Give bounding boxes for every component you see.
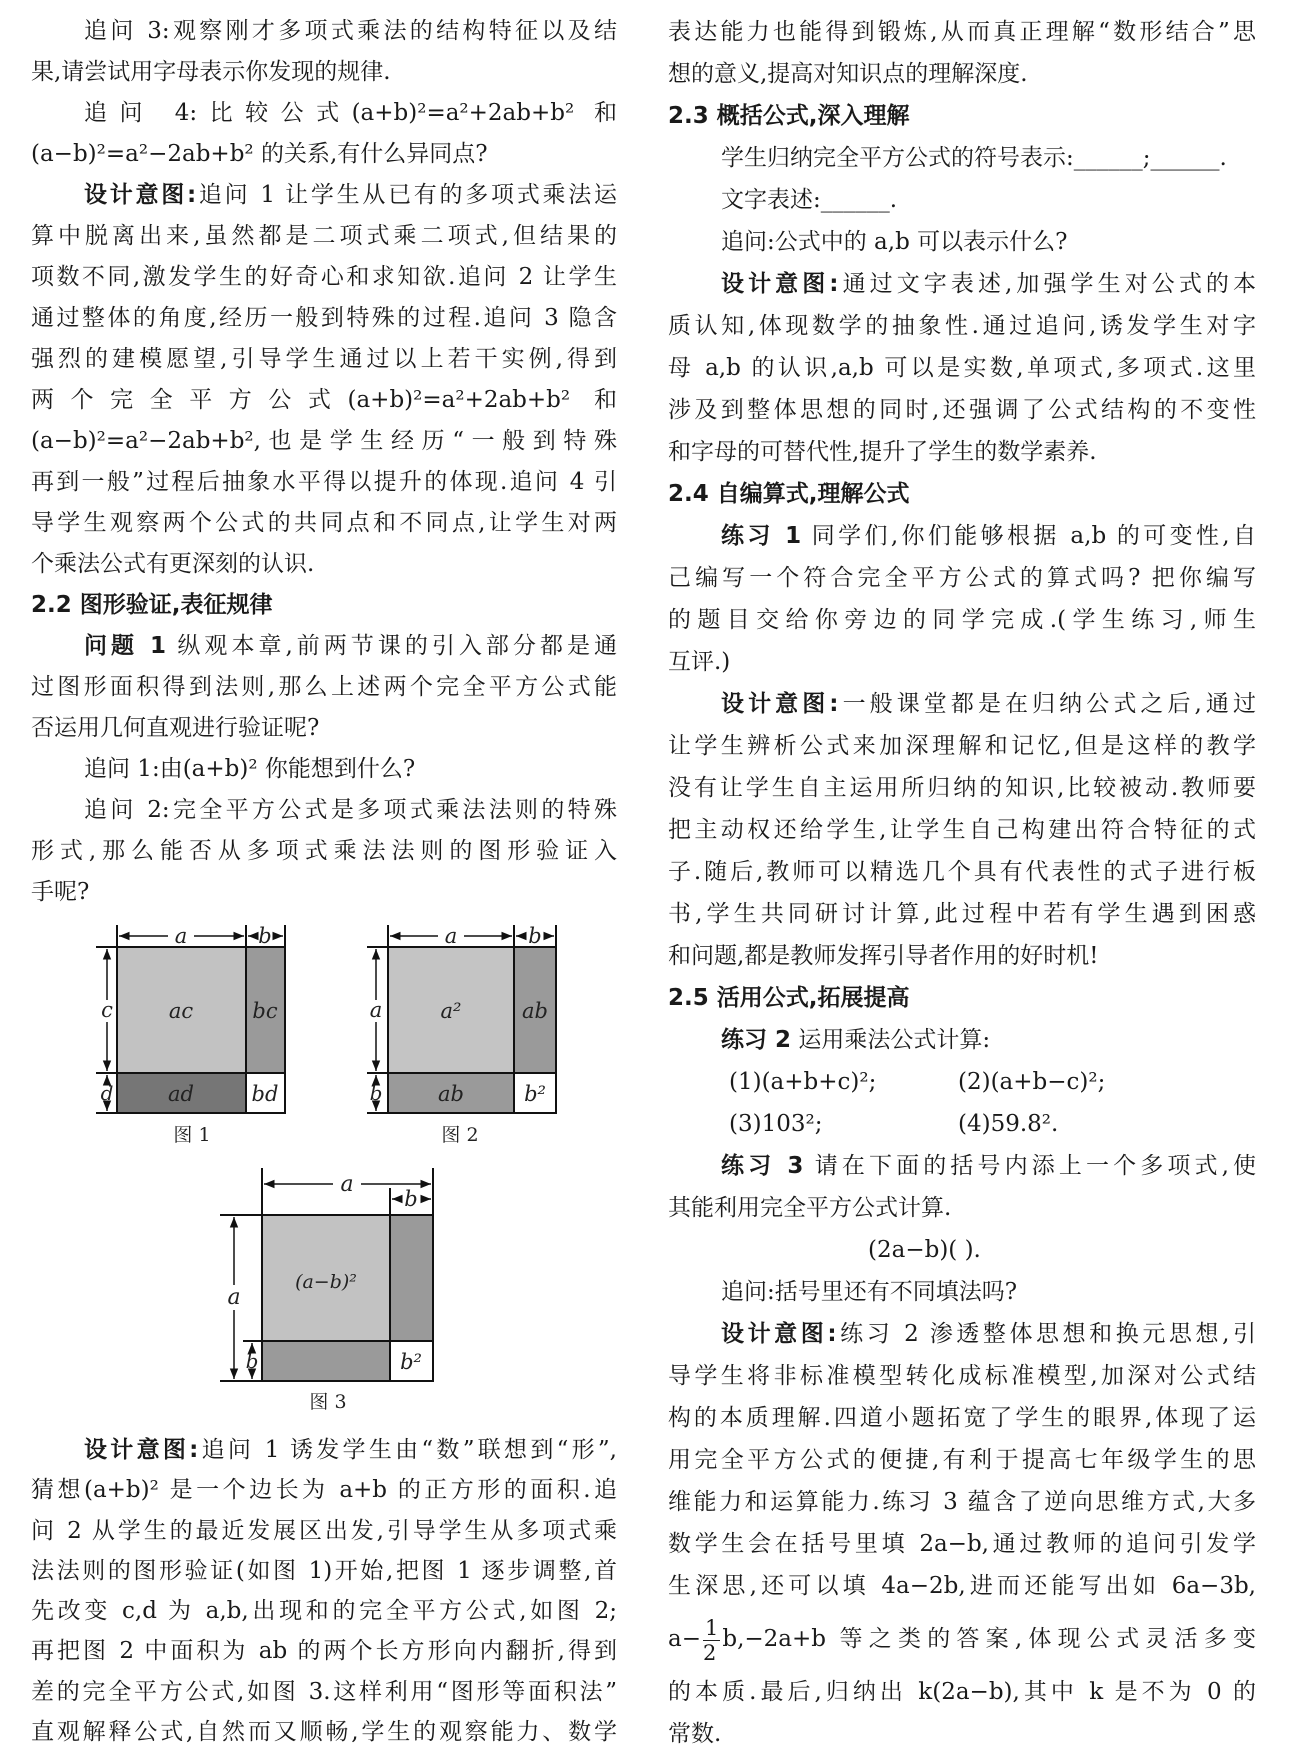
line-text: 追问 1 诱发学生由“数”联想到“形”, (198, 1437, 617, 1463)
bold-lead-label: 练习 3 (721, 1153, 804, 1179)
bold-lead-label: 设计意图: (84, 182, 197, 208)
fig1-label-top-b: b (258, 924, 272, 948)
strip-right (390, 1215, 433, 1341)
fig3-cell-amb2-label: (a−b)² (295, 1271, 357, 1293)
line-text: 想的意义,提高对知识点的理解深度. (668, 61, 1028, 87)
exercise-item: (4)59.8². (958, 1111, 1059, 1137)
fig3-label-top-a: a (340, 1172, 354, 1197)
fig3-cell-b2-label: b² (400, 1350, 422, 1374)
line-text: 通过文字表述,加强学生对公式的本 (838, 271, 1256, 297)
line-text: 差的完全平方公式,如图 3.这样利用“图形等面积法” (31, 1678, 617, 1705)
line-text: 导学生将非标准模型转化成标准模型,加深对公式结 (668, 1363, 1256, 1389)
line-text: 追问 1 让学生从已有的多项式乘法运 (196, 182, 617, 208)
line-text: 追问:公式中的 a,b 可以表示什么? (721, 229, 1068, 255)
line-text: 互评.) (668, 649, 731, 675)
line-text: 让学生辨析公式来加深理解和记忆,但是这样的教学 (668, 733, 1256, 759)
line-text: 数学生会在括号里填 2a−b,通过教师的追问引发学 (668, 1531, 1256, 1557)
line-text: 学生归纳完全平方公式的符号表示:______;______. (721, 145, 1227, 171)
bold-lead-label: 设计意图: (84, 1437, 199, 1463)
fig2-label-side-a: a (369, 998, 383, 1022)
section-heading: 2.4 自编算式,理解公式 (668, 481, 910, 507)
line-text: 其能利用完全平方公式计算. (668, 1195, 952, 1221)
line-text: 追问 2:完全平方公式是多项式乘法法则的特殊 (84, 797, 617, 823)
line-text: 项数不同,激发学生的好奇心和求知欲.追问 2 让学生 (31, 264, 617, 290)
expr-suffix: b,−2a+b 等之类的答案,体现公式灵活多变 (722, 1626, 1256, 1652)
line-text: 两个完全平方公式(a+b)²=a²+2ab+b² 和 (31, 387, 617, 413)
line-text: 维能力和运算能力.练习 3 蕴含了逆向思维方式,大多 (668, 1489, 1256, 1515)
fig1-cell-ad-label: ad (168, 1082, 194, 1106)
exercise-item: (3)103²; (729, 1111, 823, 1137)
fig2-label-top-a: a (444, 924, 458, 948)
section-heading: 2.2 图形验证,表征规律 (31, 592, 273, 618)
fraction-denominator: 2 (702, 1640, 717, 1665)
line-text: 用完全平方公式的便捷,有利于提高七年级学生的思 (668, 1447, 1256, 1473)
bold-lead-label: 问题 1 (84, 633, 167, 659)
line-text: 直观解释公式,自然而又顺畅,学生的观察能力、数学 (31, 1719, 617, 1746)
line-text: 再到一般”过程后抽象水平得以提升的体现.追问 4 引 (31, 469, 617, 495)
line-text: 常数. (668, 1721, 722, 1747)
line-text: 过图形面积得到法则,那么上述两个完全平方公式能 (31, 674, 617, 700)
line-text: 形式,那么能否从多项式乘法法则的图形验证入 (31, 838, 617, 864)
fig3-label-top-b: b (404, 1187, 418, 1211)
section-heading: 2.3 概括公式,深入理解 (668, 103, 910, 129)
line-text: 手呢? (31, 879, 90, 905)
line-text: 书,学生共同研讨计算,此过程中若有学生遇到困惑 (668, 901, 1256, 927)
line-text: 果,请尝试用字母表示你发现的规律. (31, 59, 391, 85)
line-text: 和字母的可替代性,提升了学生的数学素养. (668, 439, 1097, 465)
line-text: (a−b)²=a²−2ab+b² 的关系,有什么异同点? (31, 141, 488, 167)
line-text: 纵观本章,前两节课的引入部分都是通 (166, 633, 618, 659)
fig2-cell-b2-label: b² (524, 1082, 546, 1106)
fig3-label-side-b: b (245, 1349, 259, 1373)
fig1-caption: 图 1 (173, 1124, 211, 1146)
line-text: 先改变 c,d 为 a,b,出现和的完全平方公式,如图 2; (31, 1598, 617, 1625)
line-text: 涉及到整体思想的同时,还强调了公式结构的不变性 (668, 397, 1256, 423)
line-text: 一般课堂都是在归纳公式之后,通过 (838, 691, 1256, 717)
fill-in-expression: (2a−b)( ). (868, 1237, 981, 1263)
line-text: 通过整体的角度,经历一般到特殊的过程.追问 3 隐含 (31, 305, 617, 331)
fig3-caption: 图 3 (309, 1391, 347, 1413)
bold-lead-label: 设计意图: (721, 691, 839, 717)
exercise-item: (1)(a+b+c)²; (729, 1069, 877, 1095)
line-text: 表达能力也能得到锻炼,从而真正理解“数形结合”思 (668, 19, 1256, 45)
bold-lead-label: 练习 1 (721, 523, 802, 549)
fig2-label-top-b: b (528, 924, 542, 948)
fig1-cell-ac-label: ac (168, 999, 194, 1023)
fig1-cell-bc-label: bc (252, 999, 278, 1023)
fraction-numerator: 1 (704, 1615, 719, 1640)
line-text: 再把图 2 中面积为 ab 的两个长方形向内翻折,得到 (31, 1638, 617, 1665)
fig3-label-side-a: a (227, 1285, 241, 1310)
line-text: 追问 3:观察刚才多项式乘法的结构特征以及结 (84, 18, 617, 44)
fig1-label-top-a: a (174, 924, 188, 948)
bold-lead-label: 设计意图: (721, 271, 839, 297)
line-text: (a−b)²=a²−2ab+b²,也是学生经历“一般到特殊 (31, 428, 617, 454)
line-text: 个乘法公式有更深刻的认识. (31, 551, 315, 577)
line-text: 同学们,你们能够根据 a,b 的可变性,自 (801, 523, 1256, 549)
line-text: 质认知,体现数学的抽象性.通过追问,诱发学生对字 (668, 313, 1256, 339)
fig2-caption: 图 2 (441, 1124, 479, 1146)
bold-lead-label: 练习 2 (721, 1027, 792, 1053)
line-text: 把主动权还给学生,让学生自己构建出符合特征的式 (668, 817, 1256, 843)
line-text: 追问 1:由(a+b)² 你能想到什么? (84, 756, 416, 782)
line-text: 生深思,还可以填 4a−2b,进而还能写出如 6a−3b, (668, 1573, 1256, 1599)
line-text: 运用乘法公式计算: (791, 1027, 991, 1053)
expr-prefix: a− (668, 1626, 701, 1652)
line-text: 构的本质理解.四道小题拓宽了学生的眼界,体现了运 (668, 1405, 1256, 1431)
line-text: 子.随后,教师可以精选几个具有代表性的式子进行板 (668, 859, 1256, 885)
line-text: 追问:括号里还有不同填法吗? (721, 1279, 1018, 1305)
fig1-label-side-c: c (101, 998, 113, 1022)
line-text: 导学生观察两个公式的共同点和不同点,让学生对两 (31, 510, 617, 536)
strip-bottom (262, 1341, 390, 1381)
line-text: 己编写一个符合完全平方公式的算式吗? 把你编写 (668, 565, 1256, 591)
line-text: 否运用几何直观进行验证呢? (31, 715, 320, 741)
fig1-cell-bd-label: bd (251, 1082, 279, 1106)
line-text: 没有让学生自主运用所归纳的知识,比较被动.教师要 (668, 775, 1256, 801)
fig2-label-side-b: b (369, 1081, 383, 1105)
line-text: 的本质.最后,归纳出 k(2a−b),其中 k 是不为 0 的 (668, 1679, 1256, 1705)
line-text: 母 a,b 的认识,a,b 可以是实数,单项式,多项式.这里 (668, 355, 1256, 381)
fig1-label-side-d: d (100, 1081, 114, 1105)
exercise-item: (2)(a+b−c)²; (958, 1069, 1106, 1095)
section-heading: 2.5 活用公式,拓展提高 (668, 985, 910, 1011)
line-text: 问 2 从学生的最近发展区出发,引导学生从多项式乘 (31, 1517, 617, 1544)
fig2-cell-ab-right-label: ab (522, 999, 548, 1023)
line-text: 追问 4:比较公式(a+b)²=a²+2ab+b² 和 (84, 100, 617, 126)
fig2-cell-ab-bottom-label: ab (438, 1082, 464, 1106)
line-text: 和问题,都是教师发挥引导者作用的好时机! (668, 943, 1099, 969)
line-text: 猜想(a+b)² 是一个边长为 a+b 的正方形的面积.追 (31, 1477, 617, 1504)
line-text: 法法则的图形验证(如图 1)开始,把图 1 逐步调整,首 (31, 1557, 617, 1584)
line-text: 强烈的建模愿望,引导学生通过以上若干实例,得到 (31, 346, 617, 372)
line-text: 练习 2 渗透整体思想和换元思想,引 (836, 1321, 1256, 1347)
line-text: 请在下面的括号内添上一个多项式,使 (803, 1153, 1257, 1179)
line-text: 的题目交给你旁边的同学完成.(学生练习,师生 (668, 607, 1256, 633)
line-text: 文字表述:______. (721, 187, 898, 213)
fig2-cell-a2-label: a² (440, 999, 462, 1023)
line-text: 算中脱离出来,虽然都是二项式乘二项式,但结果的 (31, 223, 617, 249)
bold-lead-label: 设计意图: (721, 1321, 837, 1347)
